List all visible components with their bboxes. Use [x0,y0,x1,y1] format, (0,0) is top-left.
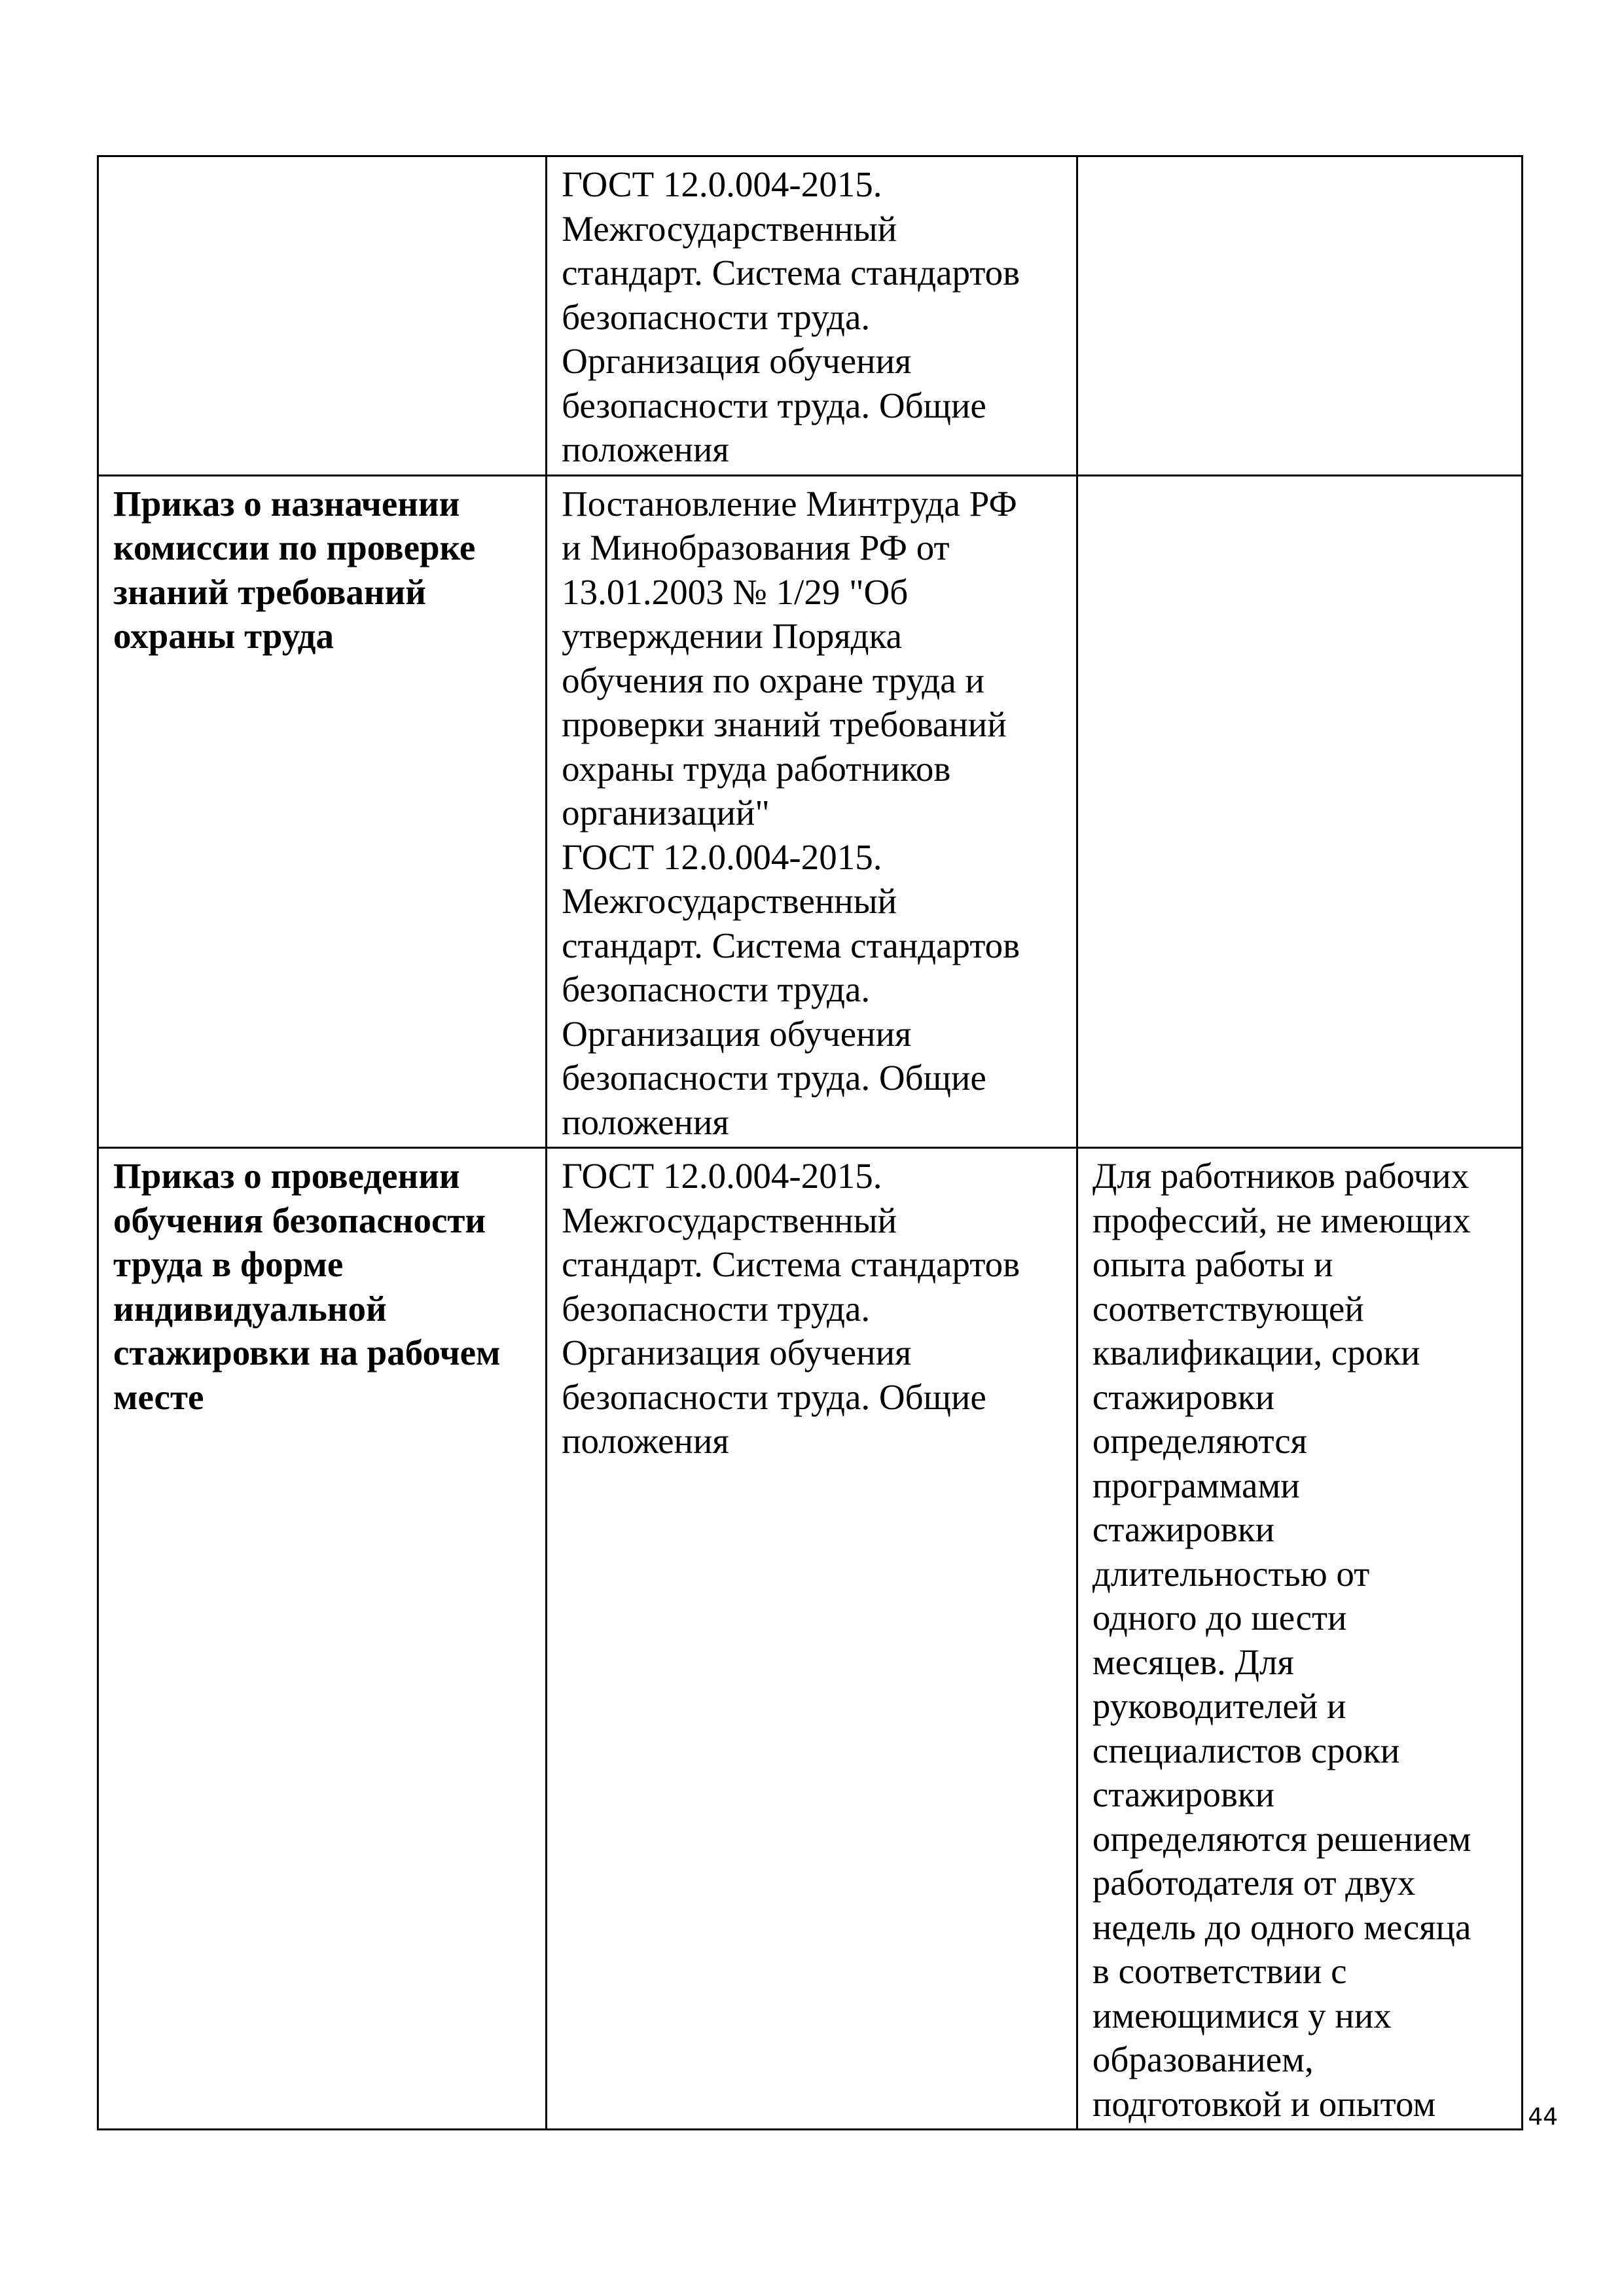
legal-basis-cell: ГОСТ 12.0.004-2015. Межгосударственный стандарт. Система стандартов безопасности труда. Организация обучения безопасности труда. Общие положения [547,1148,1077,2130]
notes-cell: Для работников рабочих профессий, не имеющих опыта работы и соответствующей квалификации, сроки стажировки определяются программами стажировки длительностью от одного до шести месяцев. Для руководителей и специалистов сроки стажировки определяются решением работодателя от двух недель до одного месяца в соответствии с имеющимися у них образованием, подготовкой и опытом [1077,1148,1522,2130]
legal-basis-cell: Постановление Минтруда РФ и Минобразования РФ от 13.01.2003 № 1/29 "Об утверждении Порядка обучения по охране труда и проверки знаний требований охраны труда работников организаций" ГОСТ 12.0.004-2015. Межгосударственный стандарт. Система стандартов безопасности труда. Организация обучения безопасности труда. Общие положения [547,475,1077,1148]
notes-cell [1077,156,1522,476]
table-row [98,475,1523,1148]
legal-basis-cell: ГОСТ 12.0.004-2015. Межгосударственный стандарт. Система стандартов безопасности труда. Организация обучения безопасности труда. Общие положения [547,156,1077,476]
table-row [98,1148,1523,2130]
table-row [98,156,1523,476]
page-number: 44 [1528,2104,1558,2130]
document-title-cell [98,156,547,476]
notes-cell [1077,475,1522,1148]
document-table [97,155,1523,2130]
document-title-cell: Приказ о назначении комиссии по проверке знаний требований охраны труда [98,475,547,1148]
document-title-cell: Приказ о проведении обучения безопасности труда в форме индивидуальной стажировки на рабочем месте [98,1148,547,2130]
